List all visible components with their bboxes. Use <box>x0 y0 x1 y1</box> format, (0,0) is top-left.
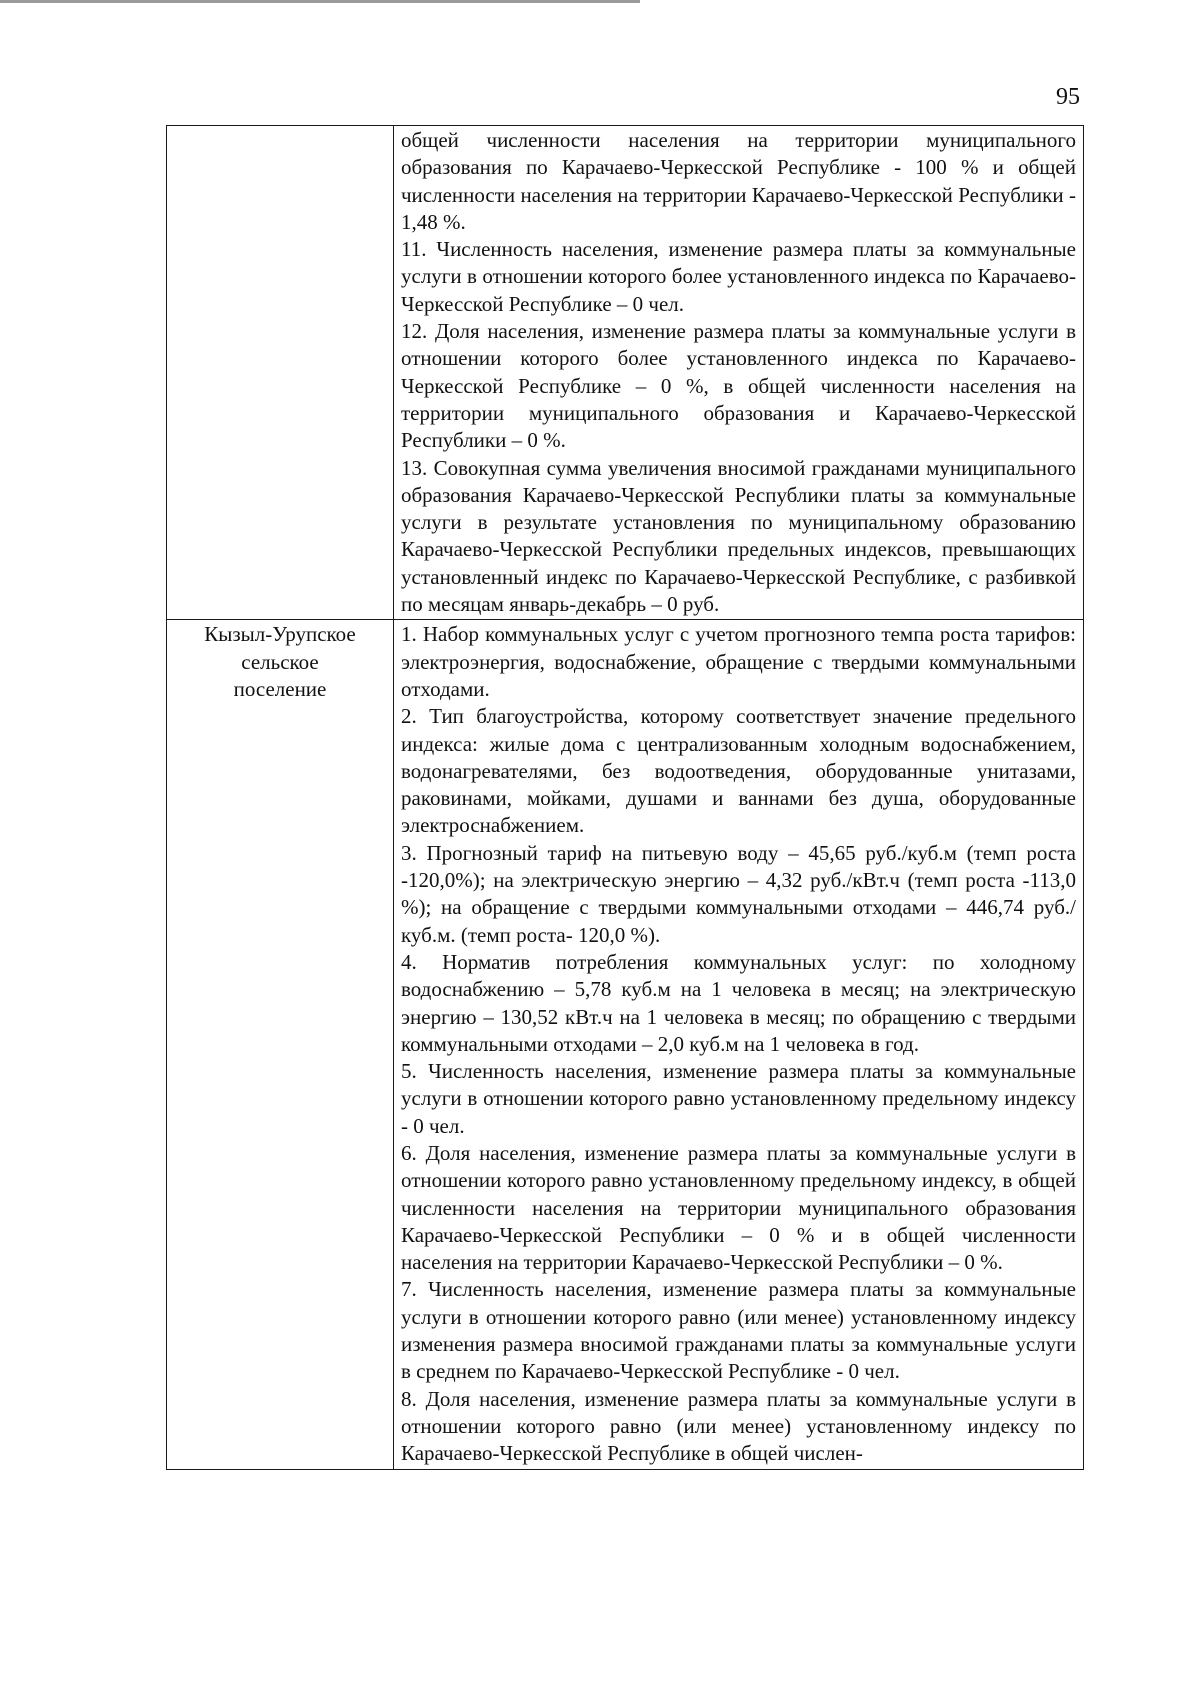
paragraph: общей численности населения на территории муниципального образования по Карачаево-Черкесской Республике - 100 % и общей численности населения на территории Карачаево-Черкесской Республики - 1,48 %. <box>401 128 1076 234</box>
municipality-name-line: Кызыл-Урупское <box>204 622 356 647</box>
paragraph: 4. Норматив потребления коммунальных услуг: по холодному водоснабжению – 5,78 куб.м на 1 человека в месяц; на электрическую энергию – 130,52 кВт.ч на 1 человека в месяц; по обращению с твердыми коммунальными отходами – 2,0 куб.м на 1 человека в год. <box>401 949 1076 1056</box>
municipality-name-cell <box>167 620 394 1469</box>
scan-edge-line <box>0 0 640 3</box>
paragraph: 5. Численность населения, изменение размера платы за коммунальные услуги в отношении которого равно установленному предельному индексу - 0 чел. <box>401 1059 1076 1138</box>
table-row <box>167 126 1084 620</box>
paragraph: 8. Доля населения, изменение размера платы за коммунальные услуги в отношении которого равно (или менее) установленному индексу по Карачаево-Черкесской Республике в общей числен- <box>401 1386 1076 1466</box>
paragraph: 11. Численность населения, изменение размера платы за коммунальные услуги в отношении которого более установленного индекса по Карачаево-Черкесской Республике – 0 чел. <box>401 237 1076 316</box>
paragraph: 12. Доля населения, изменение размера платы за коммунальные услуги в отношении которого более установленного индекса по Карачаево-Черкесской Республике – 0 %, в общей численности населения на территории муниципального образования и Карачаево-Черкесской Республики – 0 %. <box>401 319 1076 453</box>
municipality-name-line: сельское <box>241 649 319 674</box>
paragraph: 1. Набор коммунальных услуг с учетом прогнозного темпа роста тарифов: электроэнергия, водоснабжение, обращение с твердыми коммунальными отходами. <box>401 622 1076 701</box>
indices-table <box>166 125 1084 1470</box>
municipality-name-line: поселение <box>233 676 327 701</box>
paragraph: 3. Прогнозный тариф на питьевую воду – 45,65 руб./куб.м (темп роста -120,0%); на электрическую энергию – 4,32 руб./кВт.ч (темп роста -113,0 %); на обращение с твердыми коммунальными отходами – 446,74 руб./куб.м. (темп роста- 120,0 %). <box>401 840 1076 947</box>
paragraph: 13. Совокупная сумма увеличения вносимой гражданами муниципального образования Карачаево-Черкесской Республики платы за коммунальные услуги в результате установления по муниципальному образованию Карачаево-Черкесской Республики предельных индексов, превышающих установленный индекс по Карачаево-Черкесской Республике, с разбивкой по месяцам январь-декабрь – 0 руб. <box>401 455 1076 617</box>
description-cell <box>394 620 1084 1469</box>
page-number: 95 <box>1056 84 1080 110</box>
table-row <box>167 620 1084 1469</box>
paragraph: 7. Численность населения, изменение размера платы за коммунальные услуги в отношении которого равно (или менее) установленному индексу изменения размера вносимой гражданами платы за коммунальные услуги в среднем по Карачаево-Черкесской Республике - 0 чел. <box>401 1277 1076 1384</box>
paragraph: 6. Доля населения, изменение размера платы за коммунальные услуги в отношении которого равно установленному предельному индексу, в общей численности населения на территории муниципального образования Карачаево-Черкесской Республики – 0 % и в общей численности населения на территории Карачаево-Черкесской Республики – 0 %. <box>401 1140 1076 1275</box>
paragraph: 2. Тип благоустройства, которому соответствует значение предельного индекса: жилые дома с централизованным холодным водоснабжением, водонагревателями, без водоотведения, оборудованные унитазами, раковинами, мойками, душами и ваннами без душа, оборудованные электроснабжением. <box>401 704 1076 838</box>
municipality-name-cell <box>167 126 394 620</box>
description-cell <box>394 126 1084 620</box>
